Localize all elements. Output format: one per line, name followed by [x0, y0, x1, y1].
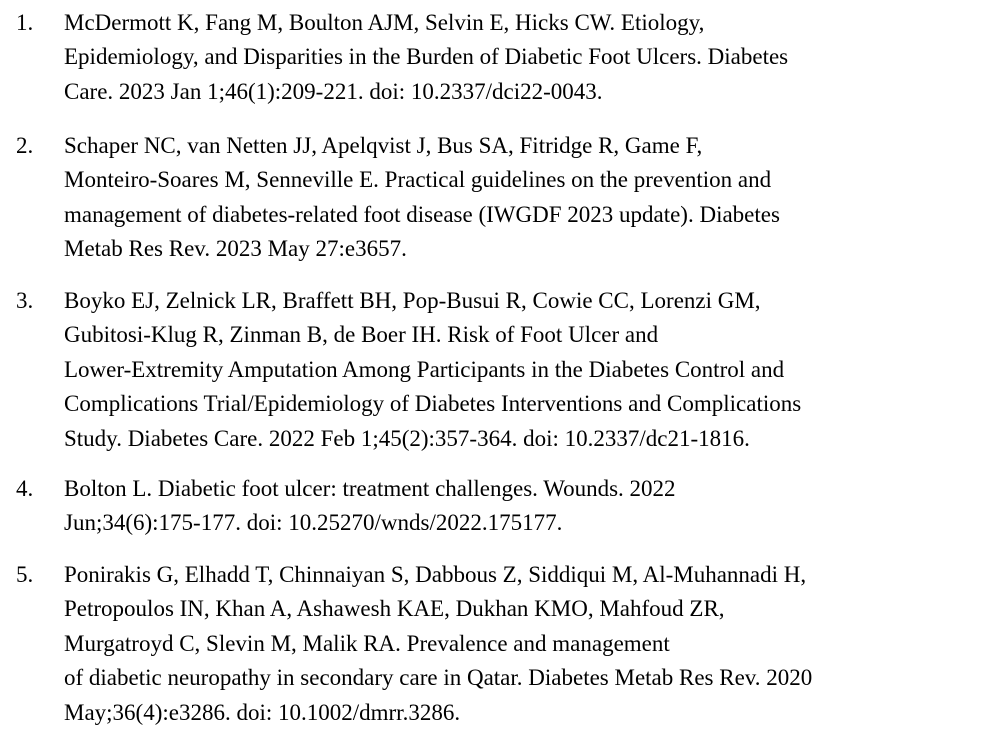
reference-text: [64, 558, 812, 730]
reference-line: of diabetic neuropathy in secondary care in Qatar. Diabetes Metab Res Rev. 2020: [64, 665, 813, 691]
reference-line: Complications Trial/Epidemiology of Diabetes Interventions and Complications: [64, 391, 802, 417]
reference-line: Care. 2023 Jan 1;46(1):209-221. doi: 10.2337/dci22-0043.: [64, 78, 603, 104]
reference-line: Metab Res Rev. 2023 May 27:e3657.: [64, 236, 407, 262]
reference-line: management of diabetes-related foot disease (IWGDF 2023 update). Diabetes: [64, 201, 780, 227]
reference-number: 1.: [16, 10, 34, 35]
reference-number: 5.: [16, 562, 34, 587]
reference-line: Gubitosi-Klug R, Zinman B, de Boer IH. Risk of Foot Ulcer and: [64, 322, 659, 348]
reference-text: [64, 6, 788, 109]
reference-line: McDermott K, Fang M, Boulton AJM, Selvin E, Hicks CW. Etiology,: [64, 10, 705, 35]
reference-line: Jun;34(6):175-177. doi: 10.25270/wnds/2022.175177.: [64, 510, 563, 536]
reference-number: 4.: [16, 476, 34, 501]
reference-line: Lower-Extremity Amputation Among Participants in the Diabetes Control and: [64, 356, 785, 382]
reference-number: 2.: [16, 133, 34, 158]
reference-line: Ponirakis G, Elhadd T, Chinnaiyan S, Dabbous Z, Siddiqui M, Al-Muhannadi H,: [64, 562, 807, 587]
reference-line: Epidemiology, and Disparities in the Burden of Diabetic Foot Ulcers. Diabetes: [64, 44, 789, 70]
reference-line: Murgatroyd C, Slevin M, Malik RA. Prevalence and management: [64, 630, 670, 656]
reference-line: Study. Diabetes Care. 2022 Feb 1;45(2):357-364. doi: 10.2337/dc21-1816.: [64, 425, 750, 451]
reference-number: 3.: [16, 288, 34, 313]
reference-text: [64, 129, 780, 267]
reference-line: Petropoulos IN, Khan A, Ashawesh KAE, Dukhan KMO, Mahfoud ZR,: [64, 596, 725, 622]
reference-line: Bolton L. Diabetic foot ulcer: treatment challenges. Wounds. 2022: [64, 476, 676, 501]
reference-line: Monteiro-Soares M, Senneville E. Practical guidelines on the prevention and: [64, 167, 772, 193]
reference-line: Boyko EJ, Zelnick LR, Braffett BH, Pop-Busui R, Cowie CC, Lorenzi GM,: [64, 288, 761, 313]
reference-line: Schaper NC, van Netten JJ, Apelqvist J, Bus SA, Fitridge R, Game F,: [64, 133, 703, 158]
reference-text: [64, 284, 801, 456]
reference-text: [64, 472, 676, 541]
reference-line: May;36(4):e3286. doi: 10.1002/dmrr.3286.: [64, 699, 461, 725]
